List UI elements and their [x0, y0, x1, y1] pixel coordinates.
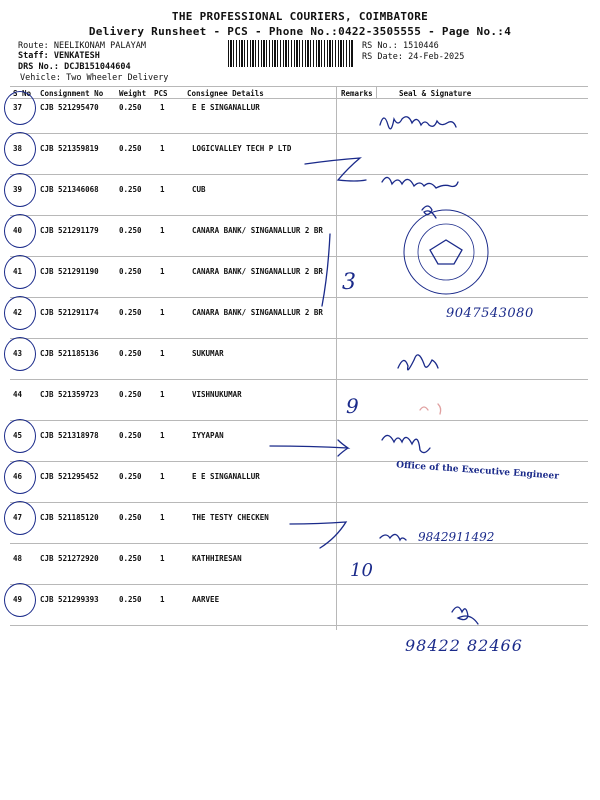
- arrow-38: [305, 158, 366, 181]
- row-sno: 42: [13, 308, 23, 317]
- count-3: 3: [342, 270, 356, 295]
- col-sno: S No: [13, 89, 32, 98]
- row-consignee: CANARA BANK/ SINGANALLUR 2 BR: [192, 308, 323, 317]
- row-consignment: CJB 521318978: [40, 431, 99, 440]
- row-consignment: CJB 521185136: [40, 349, 99, 358]
- signature-45: [382, 435, 430, 452]
- row-weight: 0.250: [119, 349, 142, 358]
- col-remarks: Remarks: [341, 89, 373, 98]
- vehicle-value: Two Wheeler Delivery: [66, 73, 169, 83]
- row-weight: 0.250: [119, 103, 142, 112]
- row-consignee: LOGICVALLEY TECH P LTD: [192, 144, 292, 153]
- office-stamp-text: Office of the Executive Engineer: [395, 460, 560, 482]
- row-consignment: CJB 521291174: [40, 308, 99, 317]
- signature-49: [452, 607, 478, 624]
- row-sno: 47: [13, 513, 23, 522]
- row-weight: 0.250: [119, 431, 142, 440]
- arrow-47: [290, 522, 346, 548]
- row-sno: 38: [13, 144, 23, 153]
- faint-mark-44: [420, 404, 441, 414]
- arrow-45: [270, 440, 348, 456]
- signature-43: [398, 355, 438, 370]
- row-consignment: CJB 521291190: [40, 267, 99, 276]
- row-consignee: CANARA BANK/ SINGANALLUR 2 BR: [192, 226, 323, 235]
- row-pcs: 1: [160, 308, 165, 317]
- rs-date-label: RS Date:: [362, 52, 403, 62]
- row-sno: 46: [13, 472, 23, 481]
- row-consignment: CJB 521295452: [40, 472, 99, 481]
- col-weight: Weight: [119, 89, 147, 98]
- row-consignment: CJB 521299393: [40, 595, 99, 604]
- rs-date-value: 24-Feb-2025: [408, 52, 465, 62]
- drs-value: DCJB151044604: [64, 62, 131, 72]
- row-pcs: 1: [160, 431, 165, 440]
- row-weight: 0.250: [119, 595, 142, 604]
- row-consignment: CJB 521346068: [40, 185, 99, 194]
- row-consignee: E E SINGANALLUR: [192, 103, 260, 112]
- row-sno: 44: [13, 390, 23, 399]
- staff-value: VENKATESH: [53, 51, 100, 61]
- col-consignee: Consignee Details: [187, 89, 264, 98]
- rs-no-value: 1510446: [402, 41, 439, 51]
- company-title: THE PROFESSIONAL COURIERS, COIMBATORE: [171, 10, 429, 23]
- signature-38: [382, 177, 458, 188]
- row-consignment: CJB 521291179: [40, 226, 99, 235]
- row-consignee: E E SINGANALLUR: [192, 472, 260, 481]
- row-consignee: CUB: [192, 185, 206, 194]
- row-pcs: 1: [160, 144, 165, 153]
- row-consignee: CANARA BANK/ SINGANALLUR 2 BR: [192, 267, 323, 276]
- row-consignee: VISHNUKUMAR: [192, 390, 242, 399]
- route-label: Route:: [18, 41, 49, 51]
- phone-number-1: 9047543080: [446, 306, 534, 321]
- row-sno: 39: [13, 185, 23, 194]
- row-consignment: CJB 521359819: [40, 144, 99, 153]
- count-9: 9: [346, 394, 359, 418]
- stamp-star-icon: [430, 240, 462, 264]
- row-consignment: CJB 521272920: [40, 554, 99, 563]
- phone-number-2: 9842911492: [418, 530, 495, 544]
- row-sno: 45: [13, 431, 23, 440]
- row-sno: 48: [13, 554, 23, 563]
- row-pcs: 1: [160, 103, 165, 112]
- row-pcs: 1: [160, 185, 165, 194]
- col-consignment: Consignment No: [40, 89, 104, 98]
- drs-label: DRS No.:: [18, 62, 59, 72]
- row-weight: 0.250: [119, 554, 142, 563]
- row-consignment: CJB 521185120: [40, 513, 99, 522]
- row-pcs: 1: [160, 554, 165, 563]
- row-sno: 40: [13, 226, 23, 235]
- row-weight: 0.250: [119, 185, 142, 194]
- signature-47: [380, 534, 406, 540]
- row-pcs: 1: [160, 267, 165, 276]
- row-weight: 0.250: [119, 226, 142, 235]
- row-weight: 0.250: [119, 472, 142, 481]
- vehicle-label: Vehicle:: [20, 73, 61, 83]
- runsheet-subtitle: Delivery Runsheet - PCS - Phone No.:0422-3505555 - Page No.:4: [88, 25, 512, 38]
- row-pcs: 1: [160, 472, 165, 481]
- row-sno: 41: [13, 267, 23, 276]
- row-weight: 0.250: [119, 267, 142, 276]
- row-pcs: 1: [160, 349, 165, 358]
- col-seal-signature: Seal & Signature: [399, 89, 472, 98]
- row-consignment: CJB 521359723: [40, 390, 99, 399]
- row-consignee: AARVEE: [192, 595, 220, 604]
- row-consignment: CJB 521295470: [40, 103, 99, 112]
- row-consignee: THE TESTY CHECKEN: [192, 513, 269, 522]
- route-value: NEELIKONAM PALAYAM: [53, 41, 146, 51]
- bank-stamp-outer: [404, 210, 488, 294]
- row-weight: 0.250: [119, 308, 142, 317]
- bracket-40-42: [322, 234, 330, 306]
- row-pcs: 1: [160, 595, 165, 604]
- row-pcs: 1: [160, 390, 165, 399]
- staff-label: Staff:: [18, 51, 49, 61]
- row-weight: 0.250: [119, 144, 142, 153]
- row-weight: 0.250: [119, 390, 142, 399]
- row-sno: 49: [13, 595, 23, 604]
- phone-number-3: 98422 82466: [405, 636, 523, 655]
- row-pcs: 1: [160, 513, 165, 522]
- row-weight: 0.250: [119, 513, 142, 522]
- row-consignee: KATHHIRESAN: [192, 554, 242, 563]
- row-sno: 37: [13, 103, 23, 112]
- col-pcs: PCS: [154, 89, 168, 98]
- rs-no-label: RS No.:: [362, 41, 398, 51]
- bank-stamp-inner: [418, 224, 474, 280]
- row-consignee: SUKUMAR: [192, 349, 224, 358]
- signature-37: [380, 117, 456, 129]
- row-sno: 43: [13, 349, 23, 358]
- count-10: 10: [350, 560, 373, 581]
- row-consignee: IYYAPAN: [192, 431, 224, 440]
- row-pcs: 1: [160, 226, 165, 235]
